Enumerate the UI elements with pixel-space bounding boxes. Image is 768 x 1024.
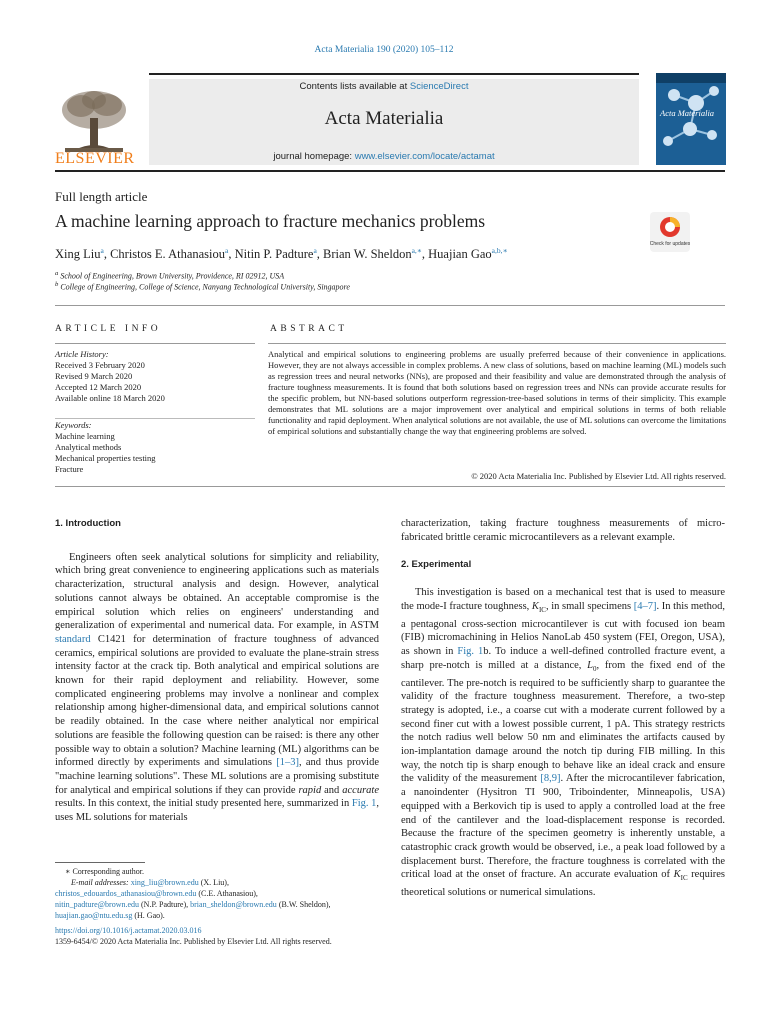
contents-prefix: Contents lists available at	[299, 81, 410, 92]
history-item: Accepted 12 March 2020	[55, 382, 142, 392]
svg-text:Check for updates: Check for updates	[650, 241, 690, 247]
emphasis: rapid	[298, 784, 322, 796]
email-link[interactable]: christos_edouardos_athanasiou@brown.edu	[55, 889, 197, 898]
affiliation-text: School of Engineering, Brown University, Providence, RI 02912, USA	[60, 271, 285, 281]
email-link[interactable]: brian_sheldon@brown.edu	[190, 900, 277, 909]
email-link[interactable]: huajian.gao@ntu.edu.sg	[55, 911, 133, 920]
history-label: Article History:	[55, 349, 109, 359]
footnote-rule	[55, 862, 145, 863]
keyword: Mechanical properties testing	[55, 453, 156, 463]
history-item: Received 3 February 2020	[55, 360, 145, 370]
abstract-copyright: © 2020 Acta Materialia Inc. Published by Elsevier Ltd. All rights reserved.	[471, 471, 726, 481]
affiliation	[55, 281, 350, 292]
author-name[interactable]: Brian W. Sheldon	[323, 247, 412, 262]
reference-link[interactable]: [1–3]	[276, 757, 299, 769]
text-run: , uses ML solutions for materials	[55, 798, 379, 824]
divider	[55, 305, 725, 306]
standard-link[interactable]: standard	[55, 633, 91, 645]
intro-paragraph	[55, 551, 379, 825]
reference-link[interactable]: [4–7]	[633, 600, 657, 612]
text-run: Engineers often seek analytical solutions for simplicity and reliability, which bring great convenience to engineering applications such as materials characterization, structural analysis and design. However, analytical solutions cannot always be obtained. An acceptable compromise is the empirical solution which relies on engineers' understanding and generalization of experimental and numerical data. For example, in ASTM	[55, 551, 379, 632]
affiliation-text: College of Engineering, College of Science, Nanyang Technological University, Singapore	[60, 282, 350, 292]
figure-link[interactable]: Fig. 1	[351, 798, 377, 810]
text-run: requires theoretical solutions or numerical simulations.	[401, 869, 725, 899]
corresponding-text: Corresponding author.	[72, 867, 144, 876]
text-run: . After the microcantilever fabrication, a nanoindenter (Hysitron TI 900, Triboindenter, Minneapolis, USA) equipped with a Berkovich tip is used to apply a controlled load at the free end of the cantilever and the load-displacement response is recorded. Because the fracture of the specimen geometry is inherently unstable, a catastrophic crack growth would be observed, i.e., a peak load followed by a displacement burst. Therefore, the fracture toughness is correlated with the critical load at the onset of fracture. An accurate evaluation of	[401, 773, 725, 881]
corresponding-note: ∗ Corresponding author.	[65, 867, 144, 876]
email-line	[55, 877, 385, 888]
figure-link[interactable]: Fig. 1	[457, 646, 484, 658]
article-title: A machine learning approach to fracture mechanics problems	[55, 211, 486, 231]
math-subscript: IC	[680, 874, 688, 883]
divider	[55, 418, 255, 419]
text-run: and	[321, 784, 343, 796]
keywords-label: Keywords:	[55, 420, 92, 430]
keyword: Analytical methods	[55, 442, 122, 452]
author-name[interactable]: Huajian Gao	[428, 247, 492, 262]
journal-citation[interactable]: Acta Materialia 190 (2020) 105–112	[314, 45, 454, 55]
author-name[interactable]: Christos E. Athanasiou	[110, 247, 226, 262]
email-link[interactable]: xing_liu@brown.edu	[130, 878, 199, 887]
math-subscript: IC	[538, 605, 546, 614]
math-symbol: K	[531, 600, 539, 612]
text-run: , and thus provide "machine learning solutions". These ML solutions are a promising substitute for analytical and empirical solutions if they can provide	[55, 757, 379, 796]
sciencedirect-link[interactable]: ScienceDirect	[409, 81, 469, 92]
text-run: , from the fixed end of the cantilever. The pre-notch is required to be sufficiently sharp to guarantee the validity of the fracture toughness measurement. Therefore, a two-step strategy is adopted, i.e., a coarse cut with a moderate current followed by a second finer cut with a lowest possible current, 1 pA. This strategy restricts the notch radius well below 50 nm and eliminates the artifacts caused by ion-implantation damage around the notch tip during FIB milling. In this way, the notch tip is sharp enough to behave like an ideal crack and ensure the validity of the measurement	[401, 659, 725, 785]
email-line	[55, 910, 385, 921]
experimental-paragraph	[401, 586, 725, 900]
article-type: Full length article	[55, 189, 148, 204]
author-affiliation-mark[interactable]: a	[313, 246, 317, 255]
journal-cover-thumbnail[interactable]	[656, 73, 726, 165]
author-name[interactable]: Xing Liu	[55, 247, 101, 262]
divider	[55, 486, 725, 487]
emphasis: accurate	[342, 784, 380, 796]
section-heading-introduction: 1. Introduction	[55, 518, 121, 529]
email-line	[55, 899, 385, 910]
section-heading-experimental: 2. Experimental	[401, 559, 472, 571]
divider	[55, 343, 255, 344]
header-rule	[149, 73, 639, 75]
author-list: Xing Liu$^a$, Christos E. Athanasiou$^a$, Nitin P. Padture$^a$, Brian W. Sheldon$^{a,∗}$, Huajian Gao$^{a,b,∗}$	[55, 246, 508, 262]
email-owner: (X. Liu),	[198, 878, 229, 887]
text-run: C1421 for determination of fracture toughness of advanced ceramics, empirical solutions are provided to evaluate the plane-strain stress intensity factor at the crack tip. Both analytical and empirical solutions are known for their rapid deployment and reliability. However, some complicated engineering problems may involve a nonlinear and complex relationship among higher-dimensional data, and empirical solutions cannot be readily obtained. In the case where neither analytical nor empirical solutions are feasible the following question can be raised: is there any other possible way to obtain a solution? Machine learning (ML) algorithms can be informed directly by experiments and simulations	[55, 633, 379, 769]
journal-title: Acta Materialia	[324, 108, 444, 129]
divider	[268, 343, 726, 344]
elsevier-wordmark: ELSEVIER	[55, 150, 135, 167]
homepage-link[interactable]: www.elsevier.com/locate/actamat	[354, 151, 495, 162]
math-symbol: K	[673, 869, 681, 881]
paragraph-continuation: characterization, taking fracture toughness measurements of micro-fabricated brittle ceramic microcantilevers as a relevant example.	[401, 518, 725, 543]
body-left-column	[55, 517, 379, 825]
email-owner: (H. Gao).	[132, 911, 165, 920]
footnotes	[55, 866, 385, 921]
email-label: E-mail addresses:	[71, 878, 131, 887]
keyword: Fracture	[55, 464, 84, 474]
text-run: results. In this context, the initial study presented here, summarized in	[55, 798, 352, 810]
homepage-prefix: journal homepage:	[273, 151, 355, 162]
article-history	[55, 349, 165, 404]
author-affiliation-mark[interactable]: a	[100, 246, 104, 255]
check-updates-icon	[650, 212, 690, 252]
affiliation-mark: a	[55, 270, 59, 277]
affiliation	[55, 270, 284, 281]
math-subscript: 0	[592, 664, 597, 673]
cover-title: Acta Materialia	[660, 108, 715, 118]
author-name[interactable]: Nitin P. Padture	[234, 247, 314, 262]
keyword: Machine learning	[55, 431, 115, 441]
abstract-heading: ABSTRACT	[270, 324, 348, 334]
history-item: Available online 18 March 2020	[55, 393, 165, 403]
text-run: , in small specimens	[545, 600, 634, 612]
author-affiliation-mark[interactable]: a,b,∗	[491, 246, 508, 255]
article-info-heading: ARTICLE INFO	[55, 324, 162, 334]
author-affiliation-mark[interactable]: a,∗	[411, 246, 422, 255]
text-run: b. To induce a well-defined controlled fracture event, a sharp pre-notch is milled at a distance,	[401, 646, 725, 671]
email-line	[55, 888, 385, 899]
email-owner: (B.W. Sheldon),	[276, 900, 331, 909]
email-owner: (N.P. Padture),	[139, 900, 191, 909]
check-for-updates-button[interactable]	[650, 212, 690, 252]
email-owner: (C.E. Athanasiou),	[196, 889, 258, 898]
history-item: Revised 9 March 2020	[55, 371, 133, 381]
keywords	[55, 420, 156, 475]
abstract-text: Analytical and empirical solutions to engineering problems are usually preferred because of their convenience in applications. However, they are not always accessible in complex problems. A new class of solutions, based on machine learning (ML) models such as regression trees and neural networks (NNs), are proposed and their feasibility and value are demonstrated through the analysis of fracture toughness measurements. It is found that both solutions based on regression trees and NNs can provide accurate results for the specific problem, but NN-based solutions outperform regression-tree-based solutions in terms of their simplicity. This example demonstrates that ML solutions are a major improvement over analytical and empirical solutions in terms of both reliable functionality and rapid deployment. When analytical solutions are not available, the use of ML solutions can overcome the limitations of empirical solutions and substantially change the way that engineering problems are solved.	[268, 349, 726, 436]
cover-molecule-graphic	[656, 73, 726, 165]
math-symbol: L	[587, 659, 593, 671]
body-right-column	[401, 517, 725, 900]
reference-link[interactable]: [8,9]	[540, 773, 561, 785]
affiliation-mark: b	[55, 281, 59, 288]
text-run: . In this method, a pentagonal cross-section microcantilever is cut with focused ion beam (FIB) micromachining in Helios NanoLab 450 system (FEI, Oregon, USA), as shown in	[401, 600, 726, 658]
text-run: This investigation is based on a mechanical test that is used to measure the mode-I fracture toughness,	[401, 587, 725, 612]
email-link[interactable]: nitin_padture@brown.edu	[55, 900, 140, 909]
doi-link[interactable]: https://doi.org/10.1016/j.actamat.2020.03.016	[55, 926, 202, 935]
header-bottom-rule	[55, 170, 725, 172]
issn-copyright: 1359-6454/© 2020 Acta Materialia Inc. Published by Elsevier Ltd. All rights reserved.	[55, 937, 332, 946]
author-affiliation-mark[interactable]: a	[225, 246, 229, 255]
